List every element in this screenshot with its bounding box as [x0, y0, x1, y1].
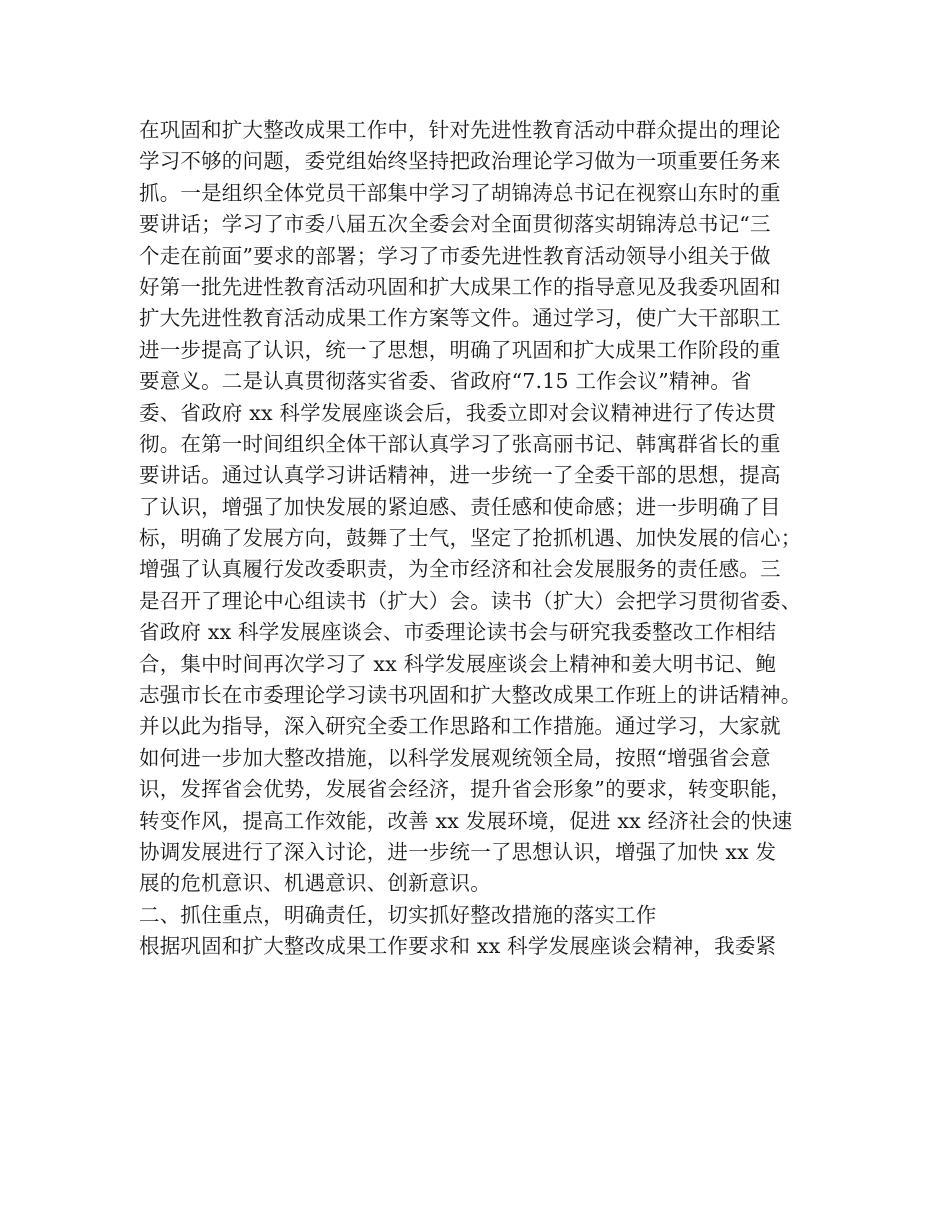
section-heading: 二、抓住重点，明确责任，切实抓好整改措施的落实工作	[139, 902, 657, 927]
text-line: 个走在前面”要求的部署；学习了市委先进性教育活动领导小组关于做	[139, 243, 771, 268]
text-line: 彻。在第一时间组织全体干部认真学习了张高丽书记、韩寓群省长的重	[139, 431, 781, 456]
text-line: 抓。一是组织全体党员干部集中学习了胡锦涛总书记在视察山东时的重	[139, 180, 781, 205]
text-line: 是召开了理论中心组读书（扩大）会。读书（扩大）会把学习贯彻省委、	[139, 588, 802, 613]
text-line: 省政府 xx 科学发展座谈会、市委理论读书会与研究我委整改工作相结	[139, 620, 777, 645]
text-line: 转变作风，提高工作效能，改善 xx 发展环境，促进 xx 经济社会的快速	[139, 808, 793, 833]
text-line: 进一步提高了认识，统一了思想，明确了巩固和扩大成果工作阶段的重	[139, 337, 781, 362]
text-line: 学习不够的问题，委党组始终坚持把政治理论学习做为一项重要任务来	[139, 149, 781, 174]
text-line: 并以此为指导，深入研究全委工作思路和工作措施。通过学习，大家就	[139, 714, 781, 739]
body-text	[139, 115, 829, 963]
text-line: 了认识，增强了加快发展的紧迫感、责任感和使命感；进一步明确了目	[139, 494, 781, 519]
text-line: 协调发展进行了深入讨论，进一步统一了思想认识，增强了加快 xx 发	[139, 839, 777, 864]
text-line: 增强了认真履行发改委职责，为全市经济和社会发展服务的责任感。三	[139, 557, 781, 582]
text-line: 志强市长在市委理论学习读书巩固和扩大整改成果工作班上的讲话精神。	[139, 683, 802, 708]
text-line: 好第一批先进性教育活动巩固和扩大成果工作的指导意见及我委巩固和	[139, 274, 781, 299]
text-line: 要讲话。通过认真学习讲话精神，进一步统一了全委干部的思想，提高	[139, 463, 781, 488]
text-line: 标，明确了发展方向，鼓舞了士气，坚定了抢抓机遇、加快发展的信心；	[139, 526, 802, 551]
text-line: 展的危机意识、机遇意识、创新意识。	[139, 871, 491, 896]
text-line: 扩大先进性教育活动成果工作方案等文件。通过学习，使广大干部职工	[139, 306, 781, 331]
text-line: 要意义。二是认真贯彻落实省委、省政府“7.15 工作会议”精神。省	[139, 369, 752, 394]
text-line: 委、省政府 xx 科学发展座谈会后，我委立即对会议精神进行了传达贯	[139, 400, 777, 425]
text-line: 在巩固和扩大整改成果工作中，针对先进性教育活动中群众提出的理论	[139, 118, 781, 142]
text-line: 合，集中时间再次学习了 xx 科学发展座谈会上精神和姜大明书记、鲍	[139, 651, 777, 676]
text-line: 要讲话；学习了市委八届五次全委会对全面贯彻落实胡锦涛总书记“三	[139, 212, 771, 237]
text-line: 识，发挥省会优势，发展省会经济，提升省会形象”的要求，转变职能，	[139, 777, 792, 802]
text-line: 根据巩固和扩大整改成果工作要求和 xx 科学发展座谈会精神，我委紧	[139, 934, 777, 959]
text-line: 如何进一步加大整改措施，以科学发展观统领全局，按照“增强省会意	[139, 745, 771, 770]
